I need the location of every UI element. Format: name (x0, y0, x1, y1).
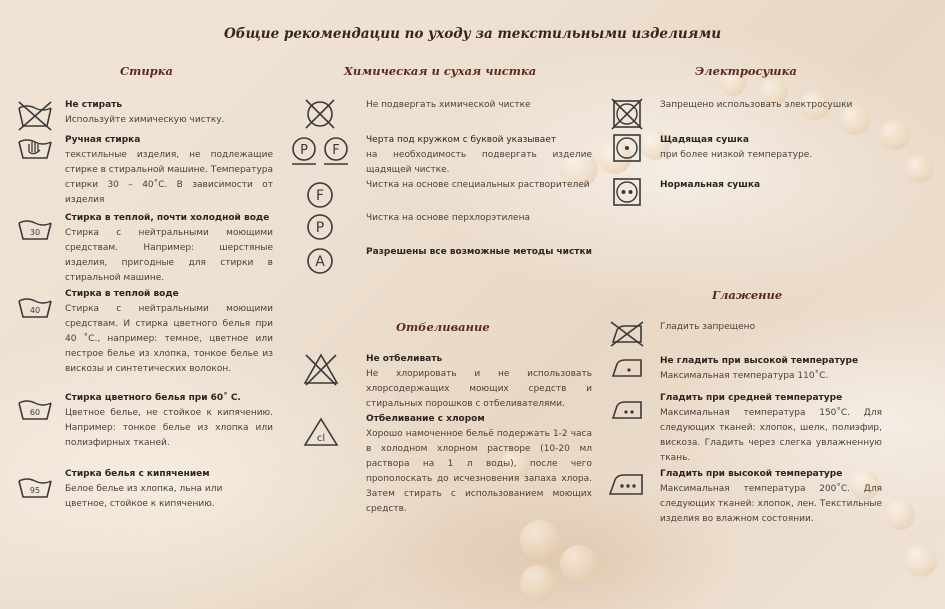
tumble-dry-item-low (660, 133, 885, 163)
bleach-item-text: Хорошо намоченное бельё подержать 1-2 часа в холодном хлорном растворе (10-20 мл раствора на 1 л воды), после чего прополоскать до исчезновения запаха хлора. Затем стирать с использованием моющих средств. (366, 429, 592, 514)
dry-clean-item-gentle (366, 133, 592, 178)
washing-item-text: Стирка с нейтральными моющими средствам. Например: шерстяные изделия, пригодные для стирки в стиральной машине. (65, 228, 273, 283)
section-title-tumble-dry: Электросушка (695, 64, 797, 78)
ironing-item-text: Гладить запрещено (660, 322, 756, 332)
washing-item-head: Ручная стирка (65, 135, 141, 145)
no-bleach-icon (302, 352, 340, 386)
wash-60-icon (16, 396, 54, 422)
page-title: Общие рекомендации по уходу за текстильными изделиями (223, 26, 722, 42)
no-tumble-dry-icon (611, 98, 643, 130)
tumble-dry-item-none (660, 98, 885, 113)
section-title-dry-clean: Химическая и сухая чистка (344, 64, 537, 78)
washing-item-no-wash (65, 98, 275, 128)
bleach-item-text: Не хлорировать и не использовать хлорсодержащих моющих средств и стиральных порошков с отбеливателями. (366, 369, 592, 409)
wash-40-icon (16, 294, 54, 320)
wash-30-icon (16, 216, 54, 242)
ironing-item-text: Максимальная температура 150˚С. Для следующих тканей: хлопок, шелк, полиэфир, вискоза. Гладить через слегка увлажненную ткань. (660, 408, 882, 463)
iron-medium-icon (609, 398, 645, 422)
wash-40-label: 40 (29, 306, 41, 315)
dry-clean-a-icon (305, 246, 335, 276)
dry-clean-item-none (366, 98, 592, 113)
washing-item-text: Цветное белье, не стойкое к кипячению. Например: тонкое белье из хлопка или полиэфирных тканей. (65, 408, 273, 448)
dry-clean-item-text: Чистка на основе специальных растворителей (366, 180, 590, 190)
ironing-item-medium (660, 391, 882, 466)
dry-clean-f-icon (305, 180, 335, 210)
washing-item-head: Стирка в теплой воде (65, 289, 179, 299)
dry-clean-item-text: Не подвергать химической чистке (366, 100, 531, 110)
section-title-ironing: Глажение (712, 288, 783, 302)
gentle-letter-p: P (300, 143, 308, 158)
dry-clean-letter-p: P (315, 220, 325, 236)
bleach-item-chlorine (366, 412, 592, 517)
dry-clean-item-a (366, 245, 592, 260)
washing-item-hand-wash (65, 133, 273, 208)
tumble-dry-item-head: Нормальная сушка (660, 180, 761, 190)
tumble-dry-item-normal (660, 178, 885, 193)
dry-clean-p-icon (305, 212, 335, 242)
wash-95-label: 95 (29, 486, 41, 495)
ironing-item-text: Максимальная температура 200˚С. Для следующих тканей: хлопок, лен. Текстильные изделия во влажном состоянии. (660, 484, 882, 524)
washing-item-head: Стирка цветного белья при 60˚ С. (65, 393, 241, 403)
ironing-item-head: Гладить при высокой температуре (660, 469, 843, 479)
dry-clean-item-text: Чистка на основе перхлорэтилена (366, 213, 530, 223)
no-wash-icon (16, 100, 54, 132)
chlorine-bleach-icon (302, 416, 340, 448)
section-title-bleach: Отбеливание (396, 320, 490, 334)
tumble-dry-normal-icon (611, 176, 643, 208)
ironing-item-low (660, 354, 882, 384)
dry-clean-letter-f: F (315, 188, 325, 204)
washing-item-head: Не стирать (65, 100, 123, 110)
washing-item-text: текстильные изделия, не подлежащие стирке в стиральной машине. Температура стирки 30 – 40˚С. В зависимости от изделия (65, 150, 273, 205)
gentle-letter-f: F (332, 143, 340, 158)
dry-clean-item-text: на необходимость подвергать изделие щадящей чистке. (366, 150, 592, 175)
dry-clean-item-head: Черта под кружком с буквой указывает (366, 135, 557, 145)
tumble-dry-item-text: Запрещено использовать электросушки (660, 100, 853, 110)
dry-clean-item-p (366, 211, 592, 226)
dry-clean-item-head: Разрешены все возможные методы чистки (366, 247, 592, 257)
ironing-item-head: Не гладить при высокой температуре (660, 356, 859, 366)
ironing-item-text: Максимальная температура 110˚С. (660, 371, 829, 381)
tumble-dry-low-icon (611, 132, 643, 164)
tumble-dry-item-head: Щадящая сушка (660, 135, 749, 145)
dry-clean-item-f (366, 178, 592, 193)
washing-item-head: Стирка в теплой, почти холодной воде (65, 213, 270, 223)
iron-high-icon (606, 470, 646, 498)
washing-item-30 (65, 211, 273, 286)
washing-item-40 (65, 287, 273, 377)
section-title-washing: Стирка (120, 64, 173, 78)
washing-item-95 (65, 467, 250, 512)
ironing-item-high (660, 467, 882, 527)
hand-wash-icon (16, 134, 54, 162)
washing-item-head: Стирка белья с кипячением (65, 469, 210, 479)
dry-clean-letter-a: A (315, 254, 325, 270)
washing-item-text: Стирка с нейтральными моющими средствам. И стирка цветного белья при 40 ˚С., например: темное, цветное или пестрое белье из хлопка, тонкое белье из вискозы и синтетических волокон. (65, 304, 273, 374)
no-dry-clean-icon (303, 98, 337, 130)
washing-item-60 (65, 391, 273, 451)
wash-95-icon (16, 474, 54, 500)
iron-low-icon (609, 356, 645, 380)
no-iron-icon (609, 320, 645, 348)
chlorine-label: cl (316, 433, 326, 444)
tumble-dry-item-text: при более низкой температуре. (660, 150, 813, 160)
gentle-dry-clean-icon (288, 134, 352, 168)
ironing-item-none (660, 320, 882, 335)
wash-60-label: 60 (29, 408, 41, 417)
ironing-item-head: Гладить при средней температуре (660, 393, 843, 403)
bleach-item-none (366, 352, 592, 412)
bleach-item-head: Отбеливание с хлором (366, 414, 485, 424)
washing-item-text: Используйте химическую чистку. (65, 115, 225, 125)
washing-item-text: Белое белье из хлопка, льна или цветное, стойкое к кипячению. (65, 484, 223, 509)
wash-30-label: 30 (29, 228, 41, 237)
bleach-item-head: Не отбеливать (366, 354, 443, 364)
